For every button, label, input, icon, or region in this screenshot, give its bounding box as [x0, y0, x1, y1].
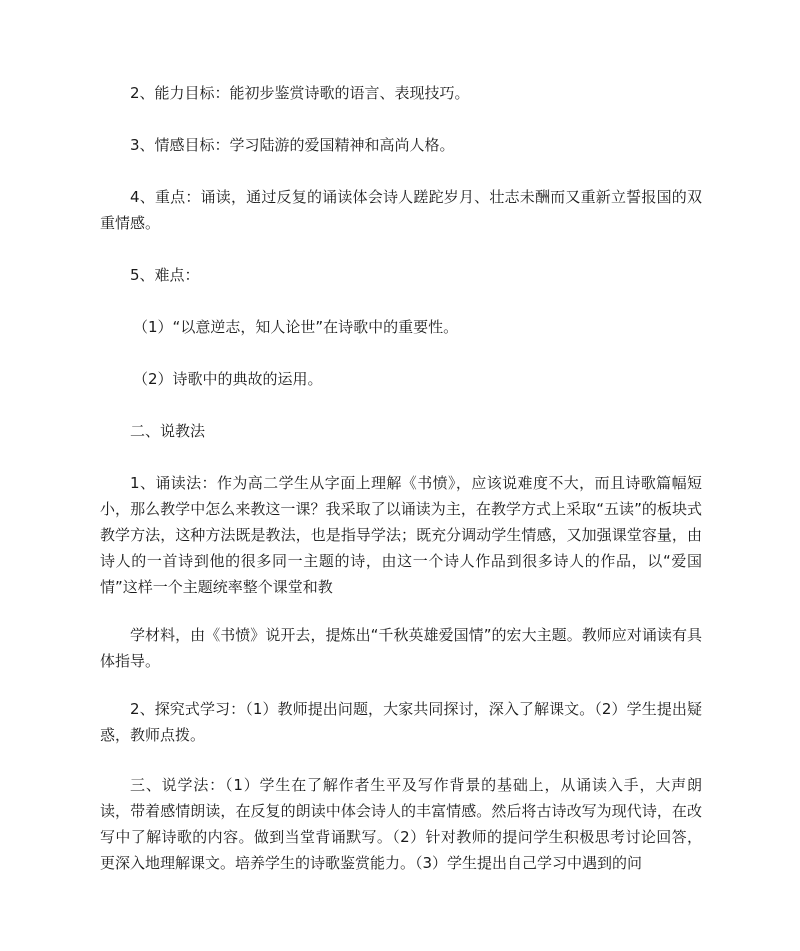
section-heading-teaching-method: 二、说教法 [130, 422, 206, 440]
paragraph-learning-method: 三、说学法：（1）学生在了解作者生平及写作背景的基础上，从诵读入手，大声朗读，带着感情朗读，在反复的朗读中体会诗人的丰富情感。然后将古诗改写为现代诗，在改写中了解诗歌的内容。做到当堂背诵默写。（2）针对教师的提问学生积极思考讨论回答，更深入地理解课文。培养学生的诗歌鉴赏能力。（3）学生提出自己学习中遇到的问 [100, 776, 702, 872]
paragraph-recitation-method: 1、诵读法：作为高二学生从字面上理解《书愤》，应该说难度不大，而且诗歌篇幅短小，那么教学中怎么来教这一课？我采取了以诵读为主，在教学方式上采取“五读”的板块式教学方法，这种方法既是教法，也是指导学法；既充分调动学生情感，又加强课堂容量，由诗人的一首诗到他的很多同一主题的诗，由这一个诗人作品到很多诗人的作品，以“爱国情”这样一个主题统率整个课堂和教 [100, 474, 702, 596]
paragraph-emotion-goal: 3、情感目标：学习陆游的爱国精神和高尚人格。 [130, 136, 455, 154]
paragraph-recitation-continued: 学材料，由《书愤》说开去，提炼出“千秋英雄爱国情”的宏大主题。教师应对诵读有具体指导。 [100, 626, 702, 670]
paragraph-difficulty-heading: 5、难点： [130, 266, 200, 284]
paragraph-inquiry-learning: 2、探究式学习：（1）教师提出问题，大家共同探讨，深入了解课文。（2）学生提出疑惑，教师点拨。 [100, 700, 702, 744]
paragraph-difficulty-1: （1）“以意逆志，知人论世”在诗歌中的重要性。 [133, 318, 459, 336]
paragraph-key-point: 4、重点：诵读，通过反复的诵读体会诗人蹉跎岁月、壮志未酬而又重新立誓报国的双重情感。 [100, 188, 702, 232]
paragraph-ability-goal: 2、能力目标：能初步鉴赏诗歌的语言、表现技巧。 [130, 84, 470, 102]
paragraph-difficulty-2: （2）诗歌中的典故的运用。 [133, 370, 323, 388]
